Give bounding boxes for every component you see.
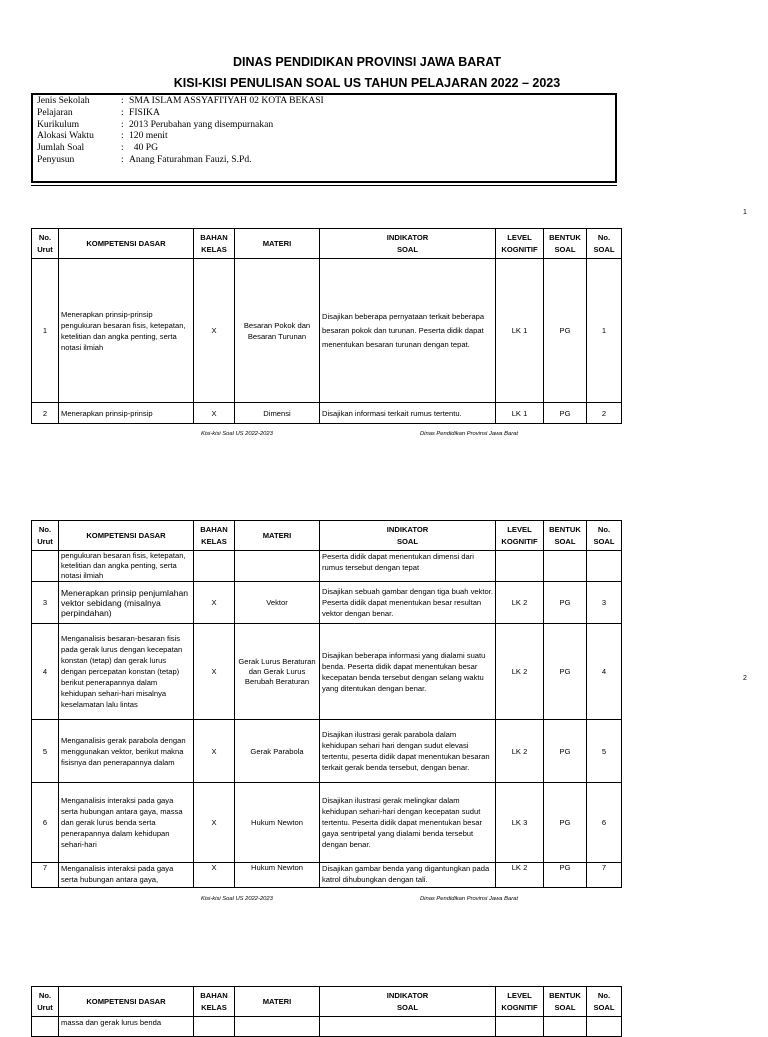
info-value: Anang Faturahman Fauzi, S.Pd. <box>129 153 252 165</box>
cell-no-soal: 5 <box>587 720 622 783</box>
cell-indikator: Disajikan informasi terkait rumus tertentu. <box>320 403 496 424</box>
info-value: 40 PG <box>129 142 159 154</box>
col-header-kompetensi-dasar: KOMPETENSI DASAR <box>59 521 194 551</box>
cell-bentuk <box>544 1017 587 1037</box>
page-number: 1 <box>743 209 747 216</box>
cell-no-soal <box>587 1017 622 1037</box>
cell-level: LK 2 <box>496 720 544 783</box>
table-row <box>32 259 622 403</box>
cell-no-soal <box>587 551 622 582</box>
cell-no-soal: 1 <box>587 259 622 403</box>
cell-bentuk: PG <box>544 720 587 783</box>
cell-kompetensi: Menerapkan prinsip penjumlahan vektor sebidang (misalnya perpindahan) <box>59 582 194 624</box>
cell-level: LK 2 <box>496 624 544 720</box>
col-header-bentuk-soal: BENTUK SOAL <box>544 521 587 551</box>
cell-materi: Hukum Newton <box>235 863 320 888</box>
school-info-box <box>31 93 617 183</box>
cell-level: LK 2 <box>496 863 544 888</box>
cell-materi: Gerak Lurus Beraturan dan Gerak Lurus Berubah Beraturan <box>235 624 320 720</box>
cell-bentuk: PG <box>544 624 587 720</box>
cell-kelas <box>194 551 235 582</box>
info-label: Jenis Sekolah <box>37 95 90 106</box>
cell-indikator: Disajikan sebuah gambar dengan tiga buah vektor. Peserta didik dapat menentukan besar resultan vektor dengan benar. <box>320 582 496 624</box>
cell-kompetensi: Menganalisis gerak parabola dengan menggunakan vektor, berikut makna fisisnya dan penerapannya dalam <box>59 720 194 783</box>
info-separator: : <box>121 106 124 118</box>
cell-bentuk: PG <box>544 863 587 888</box>
table-header-row <box>32 987 622 1017</box>
cell-kompetensi: Menganalisis interaksi pada gaya serta hubungan antara gaya, <box>59 863 194 888</box>
cell-materi: Dimensi <box>235 403 320 424</box>
info-value: 2013 Perubahan yang disempurnakan <box>129 118 274 130</box>
document-title-agency: DINAS PENDIDIKAN PROVINSI JAWA BARAT <box>232 55 502 69</box>
cell-no-soal: 2 <box>587 403 622 424</box>
cell-bentuk: PG <box>544 403 587 424</box>
document-title-kisi-kisi: KISI-KISI PENULISAN SOAL US TAHUN PELAJARAN 2022 – 2023 <box>173 76 561 90</box>
table-row <box>32 582 622 624</box>
cell-kompetensi: Menganalisis interaksi pada gaya serta hubungan antara gaya, massa dan gerak lurus benda serta penerapannya dalam kehidupan sehari-hari <box>59 783 194 863</box>
cell-indikator: Disajikan beberapa pernyataan terkait beberapa besaran pokok dan turunan. Peserta didik dapat menentukan besaran turunan dengan tepat. <box>320 259 496 403</box>
cell-kompetensi: pengukuran besaran fisis, ketepatan, ketelitian dan angka penting, serta notasi ilmiah <box>59 551 194 582</box>
col-header-indikator-soal: INDIKATOR SOAL <box>320 521 496 551</box>
cell-level: LK 2 <box>496 582 544 624</box>
cell-no: 6 <box>32 783 59 863</box>
cell-no-soal: 4 <box>587 624 622 720</box>
info-label: Kurikulum <box>37 118 80 130</box>
info-row-alokasi-waktu <box>33 130 615 142</box>
cell-materi: Gerak Parabola <box>235 720 320 783</box>
table-row <box>32 720 622 783</box>
col-header-no-soal: No. SOAL <box>587 987 622 1017</box>
col-header-bahan-kelas: BAHAN KELAS <box>194 987 235 1017</box>
col-header-materi: MATERI <box>235 987 320 1017</box>
footer-left: Kisi-kisi Soal US 2022-2023 <box>201 896 273 902</box>
cell-indikator: Peserta didik dapat menentukan dimensi dari rumus tersebut dengan tepat <box>320 551 496 582</box>
info-label: Pelajaran <box>37 106 73 118</box>
info-row-pelajaran <box>33 107 615 119</box>
col-header-no-urut: No. Urut <box>32 521 59 551</box>
info-row-jenis-sekolah <box>33 95 615 107</box>
cell-level: LK 1 <box>496 403 544 424</box>
cell-kelas <box>194 1017 235 1037</box>
cell-materi: Vektor <box>235 582 320 624</box>
cell-kelas: X <box>194 863 235 888</box>
info-row-penyusun <box>33 154 615 166</box>
cell-materi: Hukum Newton <box>235 783 320 863</box>
footer-left: Kisi-kisi Soal US 2022-2023 <box>201 431 273 437</box>
cell-indikator <box>320 1017 496 1037</box>
cell-bentuk: PG <box>544 582 587 624</box>
col-header-materi: MATERI <box>235 229 320 259</box>
cell-no <box>32 551 59 582</box>
table-row <box>32 624 622 720</box>
cell-bentuk: PG <box>544 259 587 403</box>
cell-no <box>32 1017 59 1037</box>
cell-indikator: Disajikan beberapa informasi yang dialami suatu benda. Peserta didik dapat menentukan besar kecepatan benda tersebut dengan selang waktu yang ditentukan dengan benar. <box>320 624 496 720</box>
cell-kelas: X <box>194 259 235 403</box>
cell-kompetensi: Menganalisis besaran-besaran fisis pada gerak lurus dengan kecepatan konstan (tetap) dan gerak lurus dengan percepatan konstan (tetap) berikut penerapannya dalam kehidupan sehari-hari misalnya keselamatan lalu lintas <box>59 624 194 720</box>
cell-kelas: X <box>194 783 235 863</box>
cell-no: 1 <box>32 259 59 403</box>
col-header-no-urut: No. Urut <box>32 229 59 259</box>
info-value: 120 menit <box>129 130 168 142</box>
info-separator: : <box>121 153 124 165</box>
table-row <box>32 1017 622 1037</box>
info-label: Alokasi Waktu <box>37 130 94 142</box>
cell-no-soal: 3 <box>587 582 622 624</box>
col-header-no-urut: No. Urut <box>32 987 59 1017</box>
col-header-bentuk-soal: BENTUK SOAL <box>544 987 587 1017</box>
col-header-bahan-kelas: BAHAN KELAS <box>194 229 235 259</box>
table-row <box>32 863 622 888</box>
cell-no: 2 <box>32 403 59 424</box>
table-row <box>32 783 622 863</box>
cell-no: 5 <box>32 720 59 783</box>
cell-no-soal: 6 <box>587 783 622 863</box>
kisi-kisi-table-page-1 <box>31 228 622 424</box>
info-row-kurikulum <box>33 119 615 131</box>
cell-materi: Besaran Pokok dan Besaran Turunan <box>235 259 320 403</box>
cell-bentuk: PG <box>544 783 587 863</box>
col-header-kompetensi-dasar: KOMPETENSI DASAR <box>59 987 194 1017</box>
col-header-bahan-kelas: BAHAN KELAS <box>194 521 235 551</box>
kisi-kisi-table-page-2 <box>31 520 622 888</box>
cell-level: LK 1 <box>496 259 544 403</box>
cell-kelas: X <box>194 720 235 783</box>
kisi-kisi-table-page-3 <box>31 986 622 1037</box>
col-header-bentuk-soal: BENTUK SOAL <box>544 229 587 259</box>
page-number: 2 <box>743 675 747 682</box>
cell-level <box>496 1017 544 1037</box>
cell-level: LK 3 <box>496 783 544 863</box>
cell-kelas: X <box>194 624 235 720</box>
cell-kompetensi: massa dan gerak lurus benda <box>59 1017 194 1037</box>
info-label: Penyusun <box>37 153 75 165</box>
info-value: SMA ISLAM ASSYAFI'IYAH 02 KOTA BEKASI <box>129 95 324 106</box>
cell-materi <box>235 551 320 582</box>
cell-kompetensi: Menerapkan prinsip-prinsip pengukuran besaran fisis, ketepatan, ketelitian dan angka penting, serta notasi ilmiah <box>59 259 194 403</box>
cell-indikator: Disajikan ilustrasi gerak parabola dalam kehidupan sehari hari dengan sudut elevasi tertentu, peserta didik dapat menentukan besaran terkait gerak benda tersebut, dengan benar. <box>320 720 496 783</box>
cell-bentuk <box>544 551 587 582</box>
col-header-no-soal: No. SOAL <box>587 229 622 259</box>
cell-no: 3 <box>32 582 59 624</box>
cell-indikator: Disajikan gambar benda yang digantungkan pada katrol dihubungkan dengan tali. <box>320 863 496 888</box>
cell-kompetensi: Menerapkan prinsip-prinsip <box>59 403 194 424</box>
info-label: Jumlah Soal <box>37 142 85 154</box>
col-header-indikator-soal: INDIKATOR SOAL <box>320 229 496 259</box>
cell-indikator: Disajikan ilustrasi gerak melingkar dalam kehidupan sehari-hari dengan kecepatan sudut tertentu. Peserta didik dapat menentukan besar gaya sentripetal yang dialami benda tersebut dengan benar. <box>320 783 496 863</box>
info-separator: : <box>121 130 124 142</box>
table-header-row <box>32 229 622 259</box>
info-row-jumlah-soal <box>33 142 615 154</box>
cell-kelas: X <box>194 403 235 424</box>
col-header-level-kognitif: LEVEL KOGNITIF <box>496 521 544 551</box>
col-header-kompetensi-dasar: KOMPETENSI DASAR <box>59 229 194 259</box>
cell-kelas: X <box>194 582 235 624</box>
cell-no-soal: 7 <box>587 863 622 888</box>
info-value: FISIKA <box>129 106 160 118</box>
cell-no: 4 <box>32 624 59 720</box>
col-header-level-kognitif: LEVEL KOGNITIF <box>496 987 544 1017</box>
col-header-materi: MATERI <box>235 521 320 551</box>
cell-level <box>496 551 544 582</box>
col-header-indikator-soal: INDIKATOR SOAL <box>320 987 496 1017</box>
footer-right: Dinas Pendidikan Provinsi Jawa Barat <box>420 896 518 902</box>
col-header-level-kognitif: LEVEL KOGNITIF <box>496 229 544 259</box>
col-header-no-soal: No. SOAL <box>587 521 622 551</box>
table-header-row <box>32 521 622 551</box>
table-row <box>32 551 622 582</box>
info-separator: : <box>121 118 124 130</box>
table-row <box>32 403 622 424</box>
cell-no: 7 <box>32 863 59 888</box>
cell-materi <box>235 1017 320 1037</box>
info-separator: : <box>121 95 124 106</box>
footer-right: Dinas Pendidikan Provinsi Jawa Barat <box>420 431 518 437</box>
info-separator: : <box>121 142 124 154</box>
